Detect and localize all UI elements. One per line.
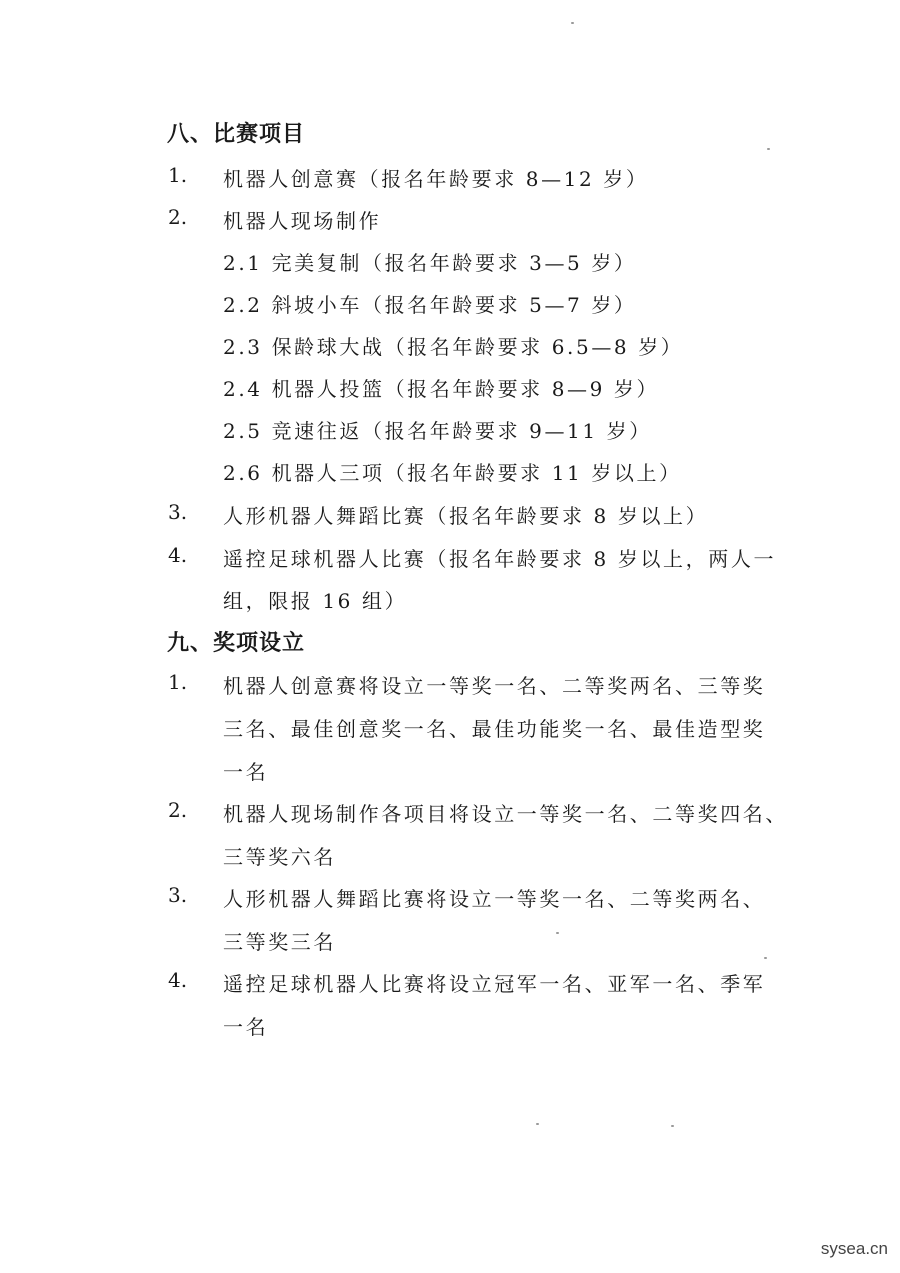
item-number: 4. — [168, 543, 188, 567]
item-number: 3. — [168, 883, 188, 907]
item-number: 4. — [168, 968, 188, 992]
section-9-heading: 九、奖项设立 — [167, 631, 306, 656]
watermark: sysea.cn — [820, 1239, 888, 1258]
scan-speck — [571, 22, 574, 24]
list-item-continuation: 三名、最佳创意奖一名、最佳功能奖一名、最佳造型奖 — [223, 717, 766, 741]
list-item: 机器人创意赛将设立一等奖一名、二等奖两名、三等奖 — [223, 674, 766, 698]
sub-list-item: 2.3 保龄球大战（报名年龄要求 6.5—8 岁） — [223, 335, 684, 359]
item-number: 3. — [168, 500, 188, 524]
list-item: 遥控足球机器人比赛（报名年龄要求 8 岁以上，两人一 — [223, 547, 777, 571]
list-item-continuation: 一名 — [223, 1015, 269, 1039]
sub-list-item: 2.6 机器人三项（报名年龄要求 11 岁以上） — [223, 461, 682, 485]
sub-list-item: 2.2 斜坡小车（报名年龄要求 5—7 岁） — [223, 293, 637, 317]
list-item-continuation: 一名 — [223, 760, 269, 784]
list-item: 人形机器人舞蹈比赛（报名年龄要求 8 岁以上） — [223, 504, 709, 528]
scan-speck — [556, 932, 559, 934]
sub-list-item: 2.5 竞速往返（报名年龄要求 9—11 岁） — [223, 419, 652, 443]
item-number: 1. — [168, 670, 188, 694]
item-number: 2. — [168, 205, 188, 229]
list-item: 遥控足球机器人比赛将设立冠军一名、亚军一名、季军 — [223, 972, 766, 996]
item-number: 1. — [168, 163, 188, 187]
scan-speck — [764, 957, 767, 959]
list-item: 机器人现场制作各项目将设立一等奖一名、二等奖四名、 — [223, 802, 788, 826]
list-item-continuation: 三等奖三名 — [223, 930, 336, 954]
sub-list-item: 2.1 完美复制（报名年龄要求 3—5 岁） — [223, 251, 637, 275]
list-item: 机器人现场制作 — [223, 209, 382, 233]
scan-speck — [671, 1125, 674, 1127]
list-item: 机器人创意赛（报名年龄要求 8—12 岁） — [223, 167, 649, 191]
list-item-continuation: 组，限报 16 组） — [223, 589, 408, 613]
scan-speck — [536, 1123, 539, 1125]
list-item-continuation: 三等奖六名 — [223, 845, 336, 869]
item-number: 2. — [168, 798, 188, 822]
sub-list-item: 2.4 机器人投篮（报名年龄要求 8—9 岁） — [223, 377, 660, 401]
list-item: 人形机器人舞蹈比赛将设立一等奖一名、二等奖两名、 — [223, 887, 766, 911]
scan-speck — [767, 148, 770, 150]
section-8-heading: 八、比赛项目 — [167, 122, 306, 147]
